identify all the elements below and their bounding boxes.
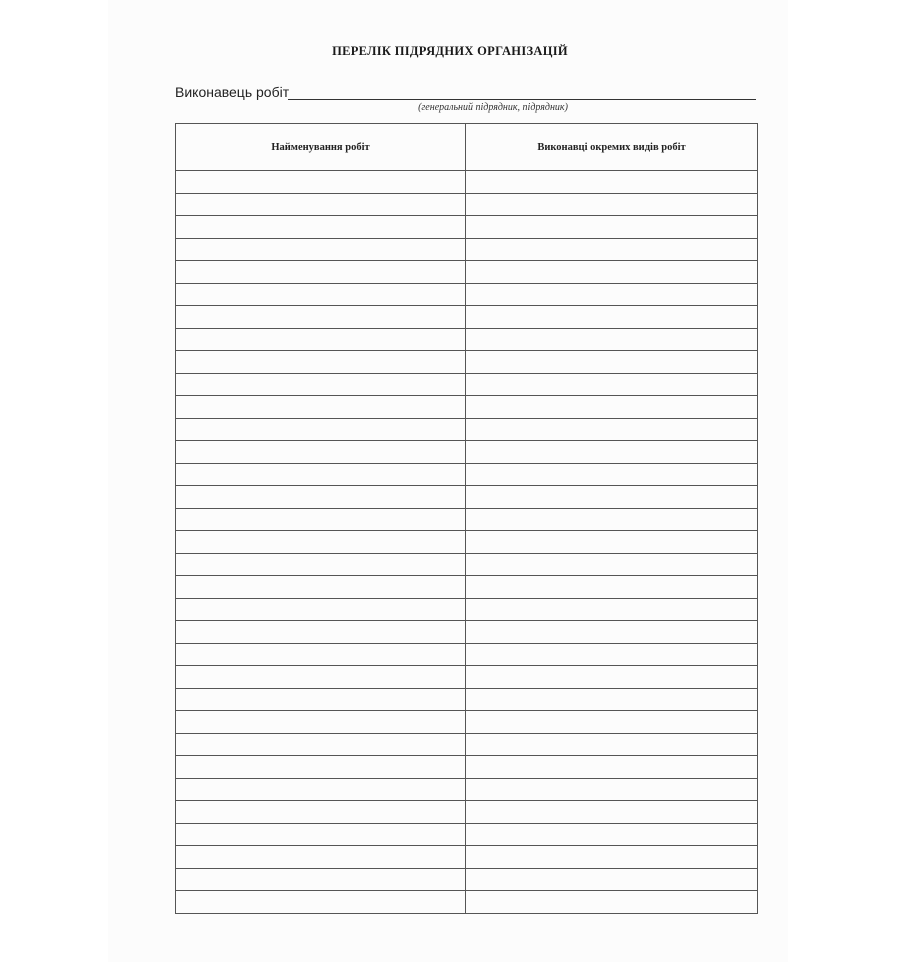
work-name-cell[interactable] [176,486,466,509]
work-performer-cell[interactable] [466,283,758,306]
table-row [176,306,758,329]
table-row [176,238,758,261]
work-performer-cell[interactable] [466,778,758,801]
work-performer-cell[interactable] [466,193,758,216]
work-performer-cell[interactable] [466,486,758,509]
performer-hint: (генеральний підрядник, підрядник) [418,102,568,113]
subcontractors-table [175,123,758,914]
table-row [176,756,758,779]
work-name-cell[interactable] [176,351,466,374]
work-name-cell[interactable] [176,756,466,779]
work-name-cell[interactable] [176,553,466,576]
work-performer-cell[interactable] [466,711,758,734]
work-name-cell[interactable] [176,261,466,284]
table-row [176,711,758,734]
work-name-cell[interactable] [176,801,466,824]
work-name-cell[interactable] [176,463,466,486]
work-performer-cell[interactable] [466,576,758,599]
performer-label: Виконавець робіт [175,84,290,100]
table-row [176,508,758,531]
work-performer-cell[interactable] [466,396,758,419]
work-performer-cell[interactable] [466,373,758,396]
work-name-cell[interactable] [176,891,466,914]
table-row [176,171,758,194]
work-performer-cell[interactable] [466,306,758,329]
table-row [176,463,758,486]
work-name-cell[interactable] [176,531,466,554]
table-row [176,373,758,396]
work-name-cell[interactable] [176,418,466,441]
table-row [176,891,758,914]
table-row [176,621,758,644]
table-row [176,688,758,711]
work-name-cell[interactable] [176,711,466,734]
table-body [176,171,758,914]
work-name-cell[interactable] [176,328,466,351]
table-row [176,666,758,689]
table-row [176,328,758,351]
work-performer-cell[interactable] [466,328,758,351]
work-name-cell[interactable] [176,373,466,396]
table-row [176,441,758,464]
work-name-cell[interactable] [176,238,466,261]
work-performer-cell[interactable] [466,171,758,194]
table-row [176,801,758,824]
work-performer-cell[interactable] [466,598,758,621]
table-row [176,733,758,756]
performer-field[interactable] [288,99,756,100]
work-name-cell[interactable] [176,283,466,306]
work-performer-cell[interactable] [466,216,758,239]
header-work-performers: Виконавці окремих видів робіт [466,124,758,171]
table-row [176,486,758,509]
table-row [176,823,758,846]
work-performer-cell[interactable] [466,508,758,531]
table-row [176,846,758,869]
table-row [176,576,758,599]
work-name-cell[interactable] [176,778,466,801]
work-name-cell[interactable] [176,508,466,531]
work-name-cell[interactable] [176,643,466,666]
work-name-cell[interactable] [176,171,466,194]
work-performer-cell[interactable] [466,351,758,374]
table-header-row [176,124,758,171]
table-row [176,531,758,554]
work-performer-cell[interactable] [466,868,758,891]
table-row [176,553,758,576]
table-row [176,216,758,239]
table-row [176,643,758,666]
work-performer-cell[interactable] [466,756,758,779]
table-row [176,283,758,306]
table-row [176,193,758,216]
work-name-cell[interactable] [176,193,466,216]
work-name-cell[interactable] [176,216,466,239]
table-row [176,261,758,284]
work-name-cell[interactable] [176,306,466,329]
work-performer-cell[interactable] [466,643,758,666]
work-name-cell[interactable] [176,688,466,711]
work-performer-cell[interactable] [466,531,758,554]
work-name-cell[interactable] [176,441,466,464]
work-performer-cell[interactable] [466,823,758,846]
table-row [176,418,758,441]
work-name-cell[interactable] [176,733,466,756]
work-name-cell[interactable] [176,823,466,846]
work-name-cell[interactable] [176,666,466,689]
table-row [176,396,758,419]
work-performer-cell[interactable] [466,621,758,644]
work-name-cell[interactable] [176,396,466,419]
work-performer-cell[interactable] [466,733,758,756]
work-name-cell[interactable] [176,598,466,621]
header-work-name: Найменування робіт [176,124,466,171]
work-name-cell[interactable] [176,868,466,891]
work-performer-cell[interactable] [466,666,758,689]
work-performer-cell[interactable] [466,891,758,914]
table-row [176,598,758,621]
work-performer-cell[interactable] [466,553,758,576]
work-name-cell[interactable] [176,846,466,869]
work-name-cell[interactable] [176,621,466,644]
table-row [176,778,758,801]
work-name-cell[interactable] [176,576,466,599]
work-performer-cell[interactable] [466,846,758,869]
document-title: ПЕРЕЛІК ПІДРЯДНИХ ОРГАНІЗАЦІЙ [332,44,568,58]
work-performer-cell[interactable] [466,238,758,261]
work-performer-cell[interactable] [466,688,758,711]
work-performer-cell[interactable] [466,418,758,441]
work-performer-cell[interactable] [466,441,758,464]
table-row [176,868,758,891]
work-performer-cell[interactable] [466,463,758,486]
performer-row [175,84,760,102]
work-performer-cell[interactable] [466,261,758,284]
table-row [176,351,758,374]
work-performer-cell[interactable] [466,801,758,824]
